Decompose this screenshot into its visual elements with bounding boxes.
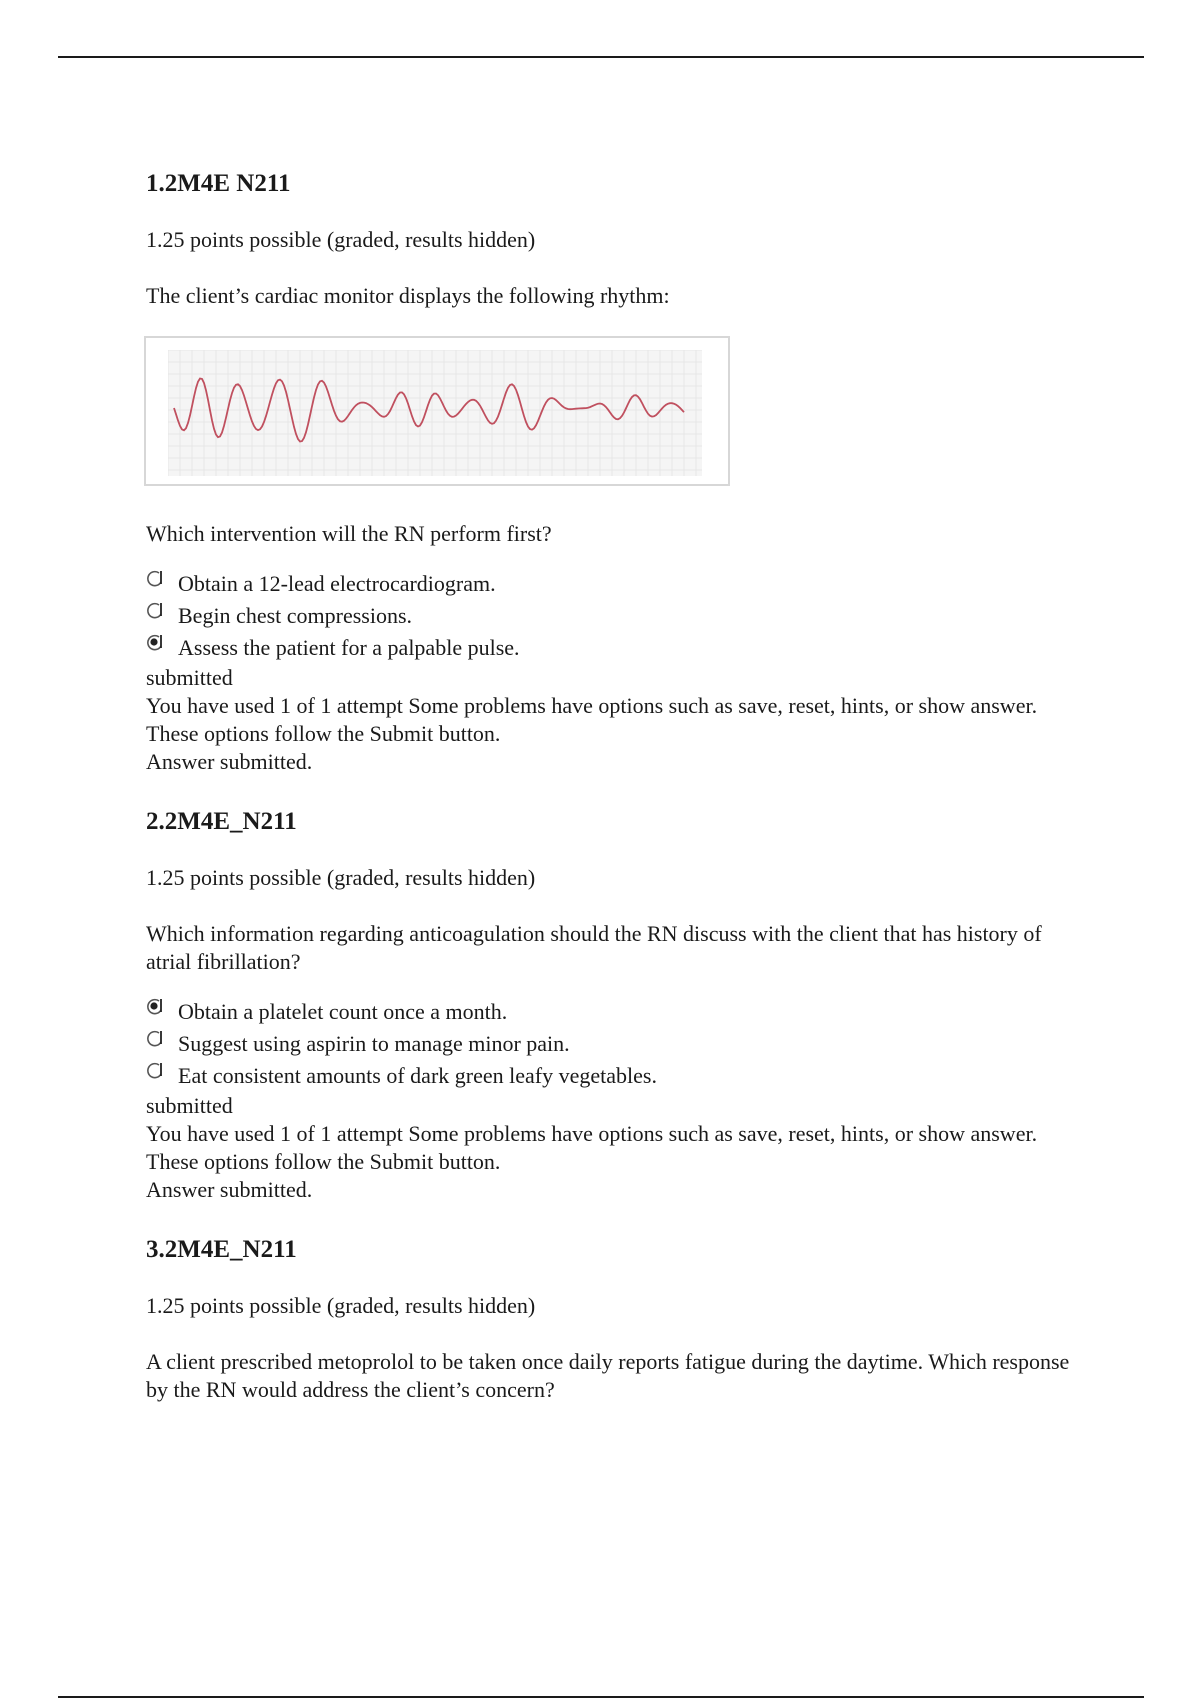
answer-option[interactable]	[146, 632, 1086, 664]
answer-options	[146, 568, 1086, 664]
option-label: Suggest using aspirin to manage minor pain.	[178, 1031, 570, 1056]
points-info: 1.25 points possible (graded, results hidden)	[146, 1293, 536, 1318]
radio-unselected-icon[interactable]	[146, 602, 164, 620]
answer-result: Answer submitted.	[146, 749, 313, 774]
radio-unselected-icon[interactable]	[146, 1062, 164, 1080]
option-label: Assess the patient for a palpable pulse.	[178, 635, 520, 660]
answer-option[interactable]	[146, 1028, 1086, 1060]
points-info: 1.25 points possible (graded, results hidden)	[146, 865, 536, 890]
answer-option[interactable]	[146, 600, 1086, 632]
ecg-grid-background	[168, 350, 702, 476]
answer-option[interactable]	[146, 996, 1086, 1028]
document-content	[146, 168, 1086, 1434]
radio-unselected-icon[interactable]	[146, 570, 164, 588]
question-prompt: Which information regarding anticoagulation should the RN discuss with the client that has history of atrial fibrillation?	[146, 921, 1042, 974]
bottom-rule	[58, 1696, 1144, 1698]
question-title: 3.2M4E_N211	[146, 1236, 297, 1263]
ecg-strip	[168, 350, 702, 476]
ecg-rhythm-image	[144, 336, 730, 486]
question-title: 2.2M4E_N211	[146, 808, 297, 835]
option-label: Obtain a platelet count once a month.	[178, 999, 508, 1024]
attempts-info: You have used 1 of 1 attempt Some problems have options such as save, reset, hints, or show answer. These options follow the Submit button.	[146, 693, 1038, 746]
question-prompt: A client prescribed metoprolol to be taken once daily reports fatigue during the daytime. Which response by the RN would address the client’s concern?	[146, 1349, 1070, 1402]
points-info: 1.25 points possible (graded, results hidden)	[146, 227, 536, 252]
answer-options	[146, 996, 1086, 1092]
question-title: 1.2M4E N211	[146, 170, 291, 197]
option-label: Obtain a 12-lead electrocardiogram.	[178, 571, 496, 596]
question-2	[146, 806, 1086, 1204]
radio-unselected-icon[interactable]	[146, 1030, 164, 1048]
question-1	[146, 168, 1086, 776]
submission-status: submitted	[146, 1093, 233, 1118]
top-rule	[58, 56, 1144, 58]
radio-selected-icon[interactable]	[146, 634, 164, 652]
option-label: Begin chest compressions.	[178, 603, 413, 628]
answer-result: Answer submitted.	[146, 1177, 313, 1202]
option-label: Eat consistent amounts of dark green leafy vegetables.	[178, 1063, 657, 1088]
submission-status: submitted	[146, 665, 233, 690]
answer-option[interactable]	[146, 568, 1086, 600]
question-3	[146, 1234, 1086, 1404]
question-followup: Which intervention will the RN perform first?	[146, 521, 552, 546]
attempts-info: You have used 1 of 1 attempt Some problems have options such as save, reset, hints, or show answer. These options follow the Submit button.	[146, 1121, 1038, 1174]
question-prompt: The client’s cardiac monitor displays the following rhythm:	[146, 283, 670, 308]
radio-selected-icon[interactable]	[146, 998, 164, 1016]
answer-option[interactable]	[146, 1060, 1086, 1092]
